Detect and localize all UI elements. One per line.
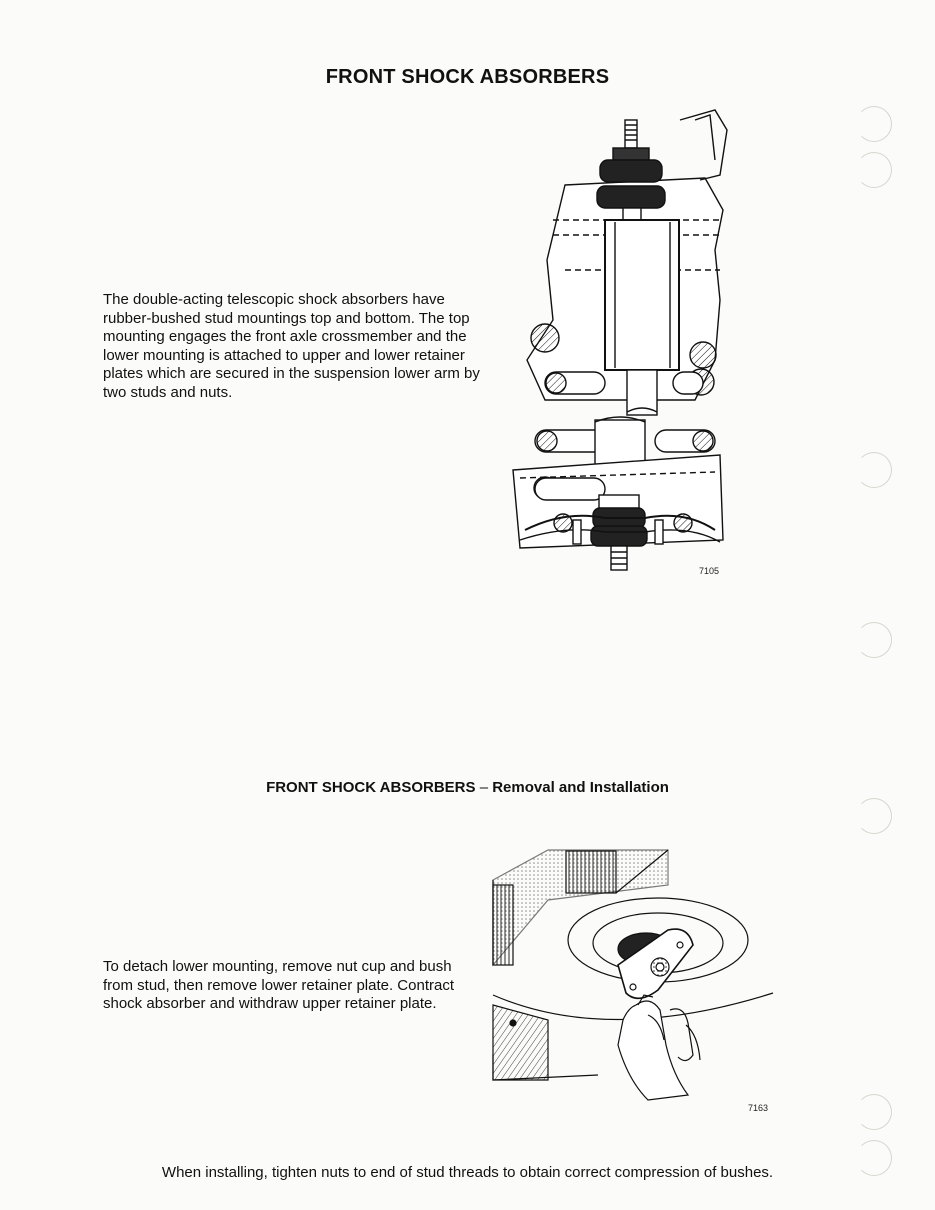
section-heading-separator: – <box>479 779 489 796</box>
page-title: FRONT SHOCK ABSORBERS <box>325 66 610 88</box>
figure-2-number: 7163 <box>748 1103 769 1113</box>
punch-hole <box>856 1094 892 1130</box>
section-heading <box>0 779 935 796</box>
punch-hole <box>856 152 892 188</box>
punch-hole <box>856 106 892 142</box>
punch-hole <box>856 622 892 658</box>
section-heading-main: FRONT SHOCK ABSORBERS <box>266 779 476 796</box>
figure-1-number: 7105 <box>699 566 720 576</box>
installation-note: When installing, tighten nuts to end of stud threads to obtain correct compression of bushes. <box>161 1164 774 1181</box>
intro-paragraph: The double-acting telescopic shock absorbers have rubber-bushed stud mountings top and bottom. The top mounting engages the front axle crossmember and the lower mounting is attached to upper and lower retainer plates which are secured in the suspension lower arm by two studs and nuts. <box>103 291 480 401</box>
punch-hole <box>856 452 892 488</box>
punch-hole <box>856 798 892 834</box>
section-heading-sub: Removal and Installation <box>492 779 669 796</box>
retainer-removal-illustration <box>488 845 778 1105</box>
removal-paragraph: To detach lower mounting, remove nut cup and bush from stud, then remove lower retainer plate. Contract shock absorber and withdraw upper retainer plate. <box>103 958 454 1013</box>
punch-hole <box>856 1140 892 1176</box>
shock-absorber-diagram <box>505 100 745 580</box>
